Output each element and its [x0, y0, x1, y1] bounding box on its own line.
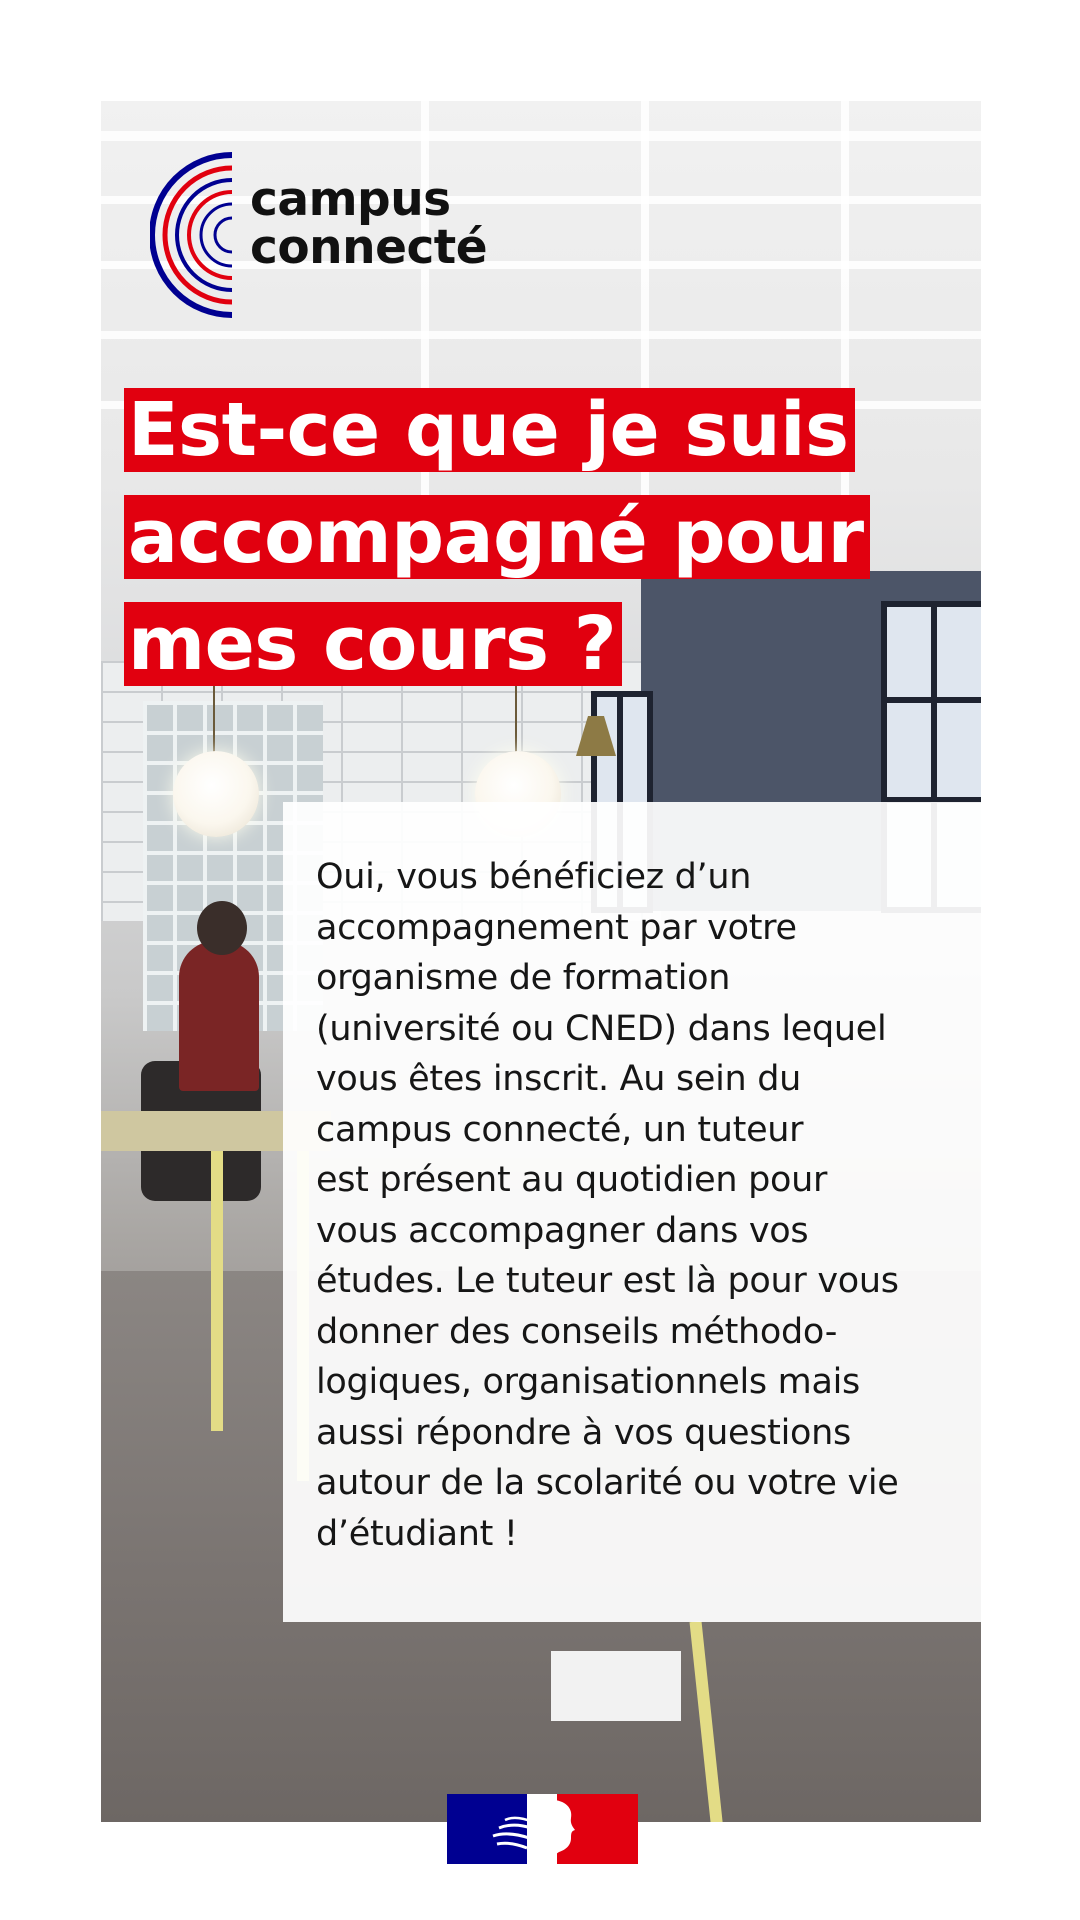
- answer-line: campus connecté, un tuteur: [316, 1109, 804, 1150]
- headline-line: mes cours ?: [124, 602, 622, 686]
- answer-line: est présent au quotidien pour: [316, 1160, 828, 1200]
- answer-line: vous êtes inscrit. Au sein du: [316, 1059, 802, 1099]
- answer-panel: [283, 802, 981, 1622]
- headline: [124, 388, 944, 709]
- person-head: [197, 901, 247, 955]
- answer-line: donner des conseils méthodo-: [316, 1311, 838, 1352]
- logo-word-campus: campus: [250, 172, 451, 227]
- bin: [551, 1651, 681, 1721]
- answer-line: aussi répondre à vos questions: [316, 1412, 851, 1453]
- answer-line: Oui, vous bénéficiez d’un: [316, 857, 752, 897]
- answer-line: autour de la scolarité ou votre vie: [316, 1463, 899, 1503]
- logo-word-connecte: connecté: [250, 220, 488, 275]
- answer-line: vous accompagner dans vos: [316, 1210, 809, 1251]
- campus-connecte-logo: [150, 150, 550, 320]
- campus-arcs-icon: [150, 150, 250, 320]
- pendant-light: [173, 751, 259, 837]
- answer-line: études. Le tuteur est là pour vous: [316, 1261, 899, 1301]
- answer-line: accompagnement par votre: [316, 907, 797, 948]
- answer-line: d’étudiant !: [316, 1513, 518, 1554]
- marianne-icon: [447, 1794, 638, 1864]
- headline-line: Est-ce que je suis: [124, 388, 855, 472]
- answer-text: [316, 852, 966, 1559]
- answer-line: (université ou CNED) dans lequel: [316, 1008, 887, 1049]
- headline-line: accompagné pour: [124, 495, 870, 579]
- answer-line: organisme de formation: [316, 958, 731, 998]
- person: [179, 941, 259, 1091]
- answer-line: logiques, organisationnels mais: [316, 1362, 860, 1402]
